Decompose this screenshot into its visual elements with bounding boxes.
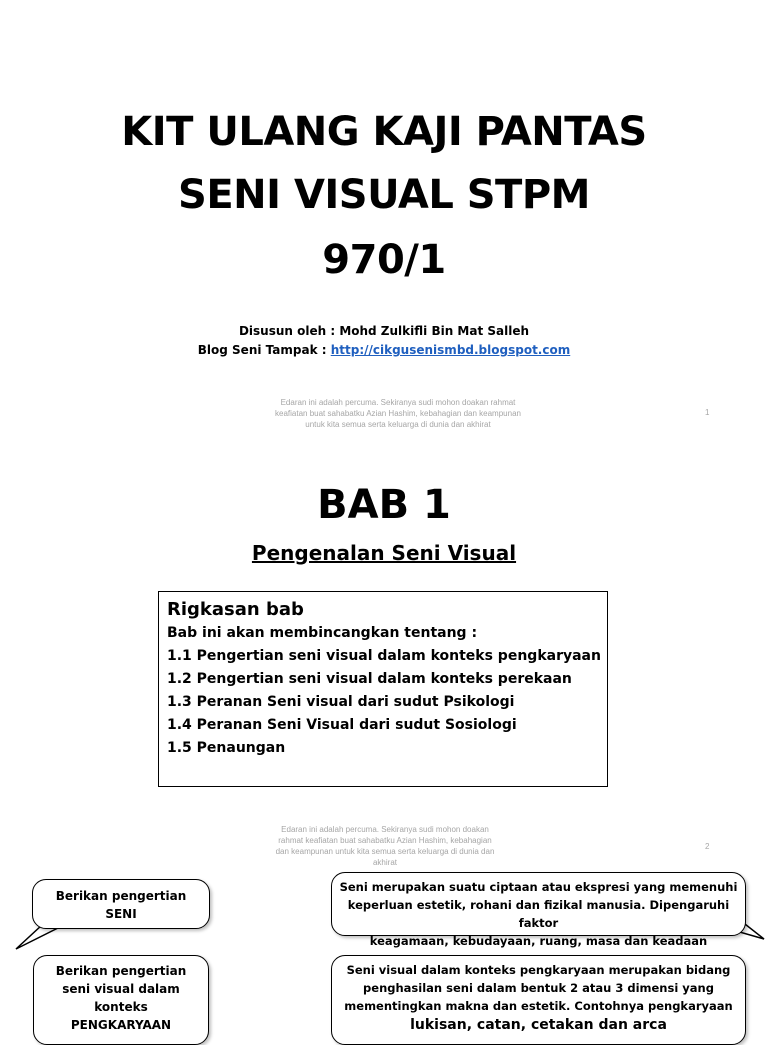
blog-line: [0, 341, 768, 359]
summary-intro: Bab ini akan membincangkan tentang :: [167, 625, 478, 641]
answer-bubble-seni: [331, 872, 746, 948]
chapter-subtitle: [0, 539, 768, 567]
slide-1-footer: [253, 397, 543, 430]
chapter-summary-box: [158, 591, 608, 787]
footer-line: Edaran ini adalah percuma. Sekiranya sudi mohon doakan rahmat: [280, 398, 516, 407]
bubble-line: penghasilan seni dalam bentuk 2 atau 3 dimensi yang: [363, 981, 714, 995]
footer-line: keafiatan buat sahabatku Azian Hashim, kebahagian dan keampunan: [275, 409, 521, 418]
footer-line: rahmat keafiatan buat sahabatku Azian Hashim, kebahagian: [278, 836, 492, 845]
bubble-line: Berikan pengertian: [55, 964, 187, 978]
blog-link[interactable]: http://cikgusenismbd.blogspot.com: [330, 343, 571, 357]
bubble-line: lukisan, catan, cetakan dan arca: [410, 1017, 667, 1033]
bubble-line: keagamaan, kebudayaan, ruang, masa dan keadaan: [369, 934, 708, 948]
chapter-heading: BAB 1: [317, 482, 451, 528]
footer-line: akhirat: [372, 858, 397, 867]
main-title-line-1: KIT ULANG KAJI PANTAS: [121, 109, 647, 155]
question-bubble-seni: [32, 879, 210, 929]
bubble-line: seni visual dalam: [62, 982, 180, 996]
bubble-line: SENI: [105, 907, 137, 921]
slide-2-footer: [240, 824, 530, 868]
blog-label: Blog Seni Tampak :: [197, 343, 331, 357]
summary-item: 1.3 Peranan Seni visual dari sudut Psikologi: [167, 694, 515, 710]
chapter-subtitle-text: Pengenalan Seni Visual: [251, 541, 517, 565]
speech-tail-icon: [14, 925, 74, 955]
footer-line: dan keampunan untuk kita semua serta keluarga di dunia dan: [275, 847, 495, 856]
page-number: 2: [705, 842, 710, 851]
answer-bubble-pengkaryaan: [331, 955, 746, 1045]
main-title-line-2: SENI VISUAL STPM: [178, 172, 590, 218]
bubble-line: keperluan estetik, rohani dan fizikal manusia. Dipengaruhi faktor: [347, 898, 730, 930]
main-title-line-3: 970/1: [322, 237, 446, 283]
author-line: Disusun oleh : Mohd Zulkifli Bin Mat Salleh: [238, 324, 530, 338]
bubble-line: PENGKARYAAN: [70, 1018, 172, 1032]
bubble-line: Seni merupakan suatu ciptaan atau ekspresi yang memenuhi: [339, 880, 738, 894]
bubble-line: Berikan pengertian: [55, 889, 187, 903]
page-number: 1: [705, 408, 710, 417]
summary-item: 1.1 Pengertian seni visual dalam konteks pengkaryaan: [167, 648, 601, 664]
summary-item: 1.5 Penaungan: [167, 740, 286, 756]
summary-item: 1.2 Pengertian seni visual dalam konteks perekaan: [167, 671, 572, 687]
footer-line: untuk kita semua serta keluarga di dunia dan akhirat: [305, 420, 491, 429]
question-bubble-pengkaryaan: [33, 955, 209, 1045]
bubble-line: mementingkan makna dan estetik. Contohnya pengkaryaan: [344, 999, 733, 1013]
summary-item: 1.4 Peranan Seni Visual dari sudut Sosiologi: [167, 717, 517, 733]
footer-line: Edaran ini adalah percuma. Sekiranya sudi mohon doakan: [281, 825, 489, 834]
summary-heading: Rigkasan bab: [167, 599, 304, 620]
bubble-line: Seni visual dalam konteks pengkaryaan merupakan bidang: [346, 963, 731, 977]
bubble-line: konteks: [94, 1000, 148, 1014]
